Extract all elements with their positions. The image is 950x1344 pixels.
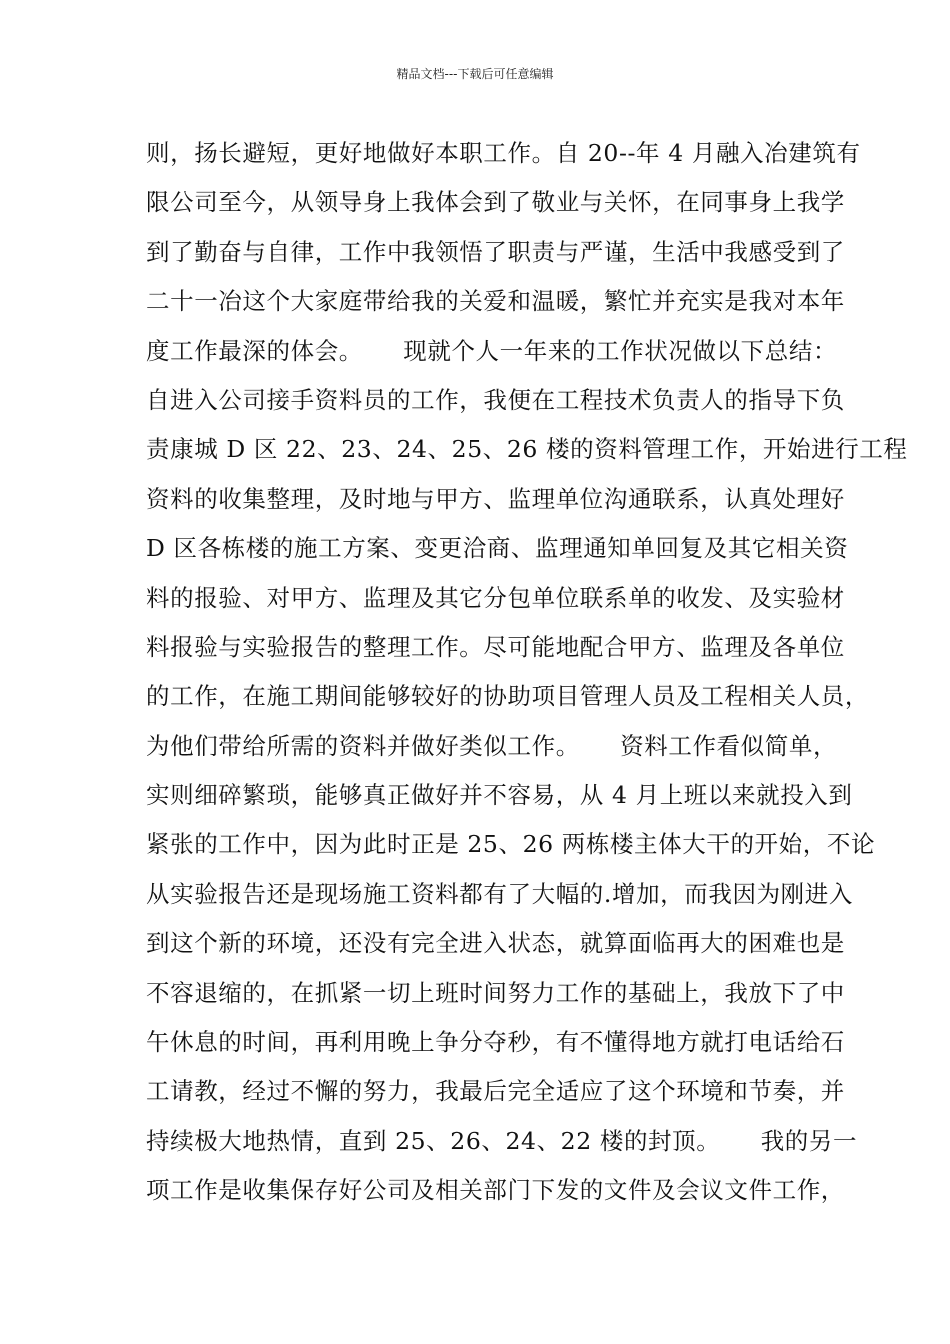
text-line: 到了勤奋与自律，工作中我领悟了职责与严谨，生活中我感受到了 [146, 237, 845, 266]
text-line: 责康城 D 区 22、23、24、25、26 楼的资料管理工作，开始进行工程 [146, 435, 908, 464]
text-line: 紧张的工作中，因为此时正是 25、26 两栋楼主体大干的开始，不论 [146, 830, 876, 859]
text-line: 资料的收集整理，及时地与甲方、监理单位沟通联系，认真处理好 [146, 484, 845, 513]
document-body [146, 133, 908, 1220]
text-line: D 区各栋楼的施工方案、变更洽商、监理通知单回复及其它相关资 [146, 534, 849, 563]
text-line: 午休息的时间，再利用晚上争分夺秒，有不懂得地方就打电话给石 [146, 1028, 845, 1057]
text-line: 持续极大地热情，直到 25、26、24、22 楼的封顶。 我的另一 [146, 1126, 858, 1155]
text-line: 为他们带给所需的资料并做好类似工作。 资料工作看似简单， [146, 731, 838, 760]
text-line: 二十一冶这个大家庭带给我的关爱和温暖，繁忙并充实是我对本年 [146, 287, 845, 316]
text-line: 料的报验、对甲方、监理及其它分包单位联系单的收发、及实验材 [146, 583, 845, 612]
text-line: 工请教，经过不懈的努力，我最后完全适应了这个环境和节奏，并 [146, 1077, 845, 1106]
text-line: 度工作最深的体会。 现就个人一年来的工作状况做以下总结： [146, 336, 838, 365]
page-header: 精品文档---下载后可任意编辑 [396, 67, 554, 81]
text-line: 实则细碎繁琐，能够真正做好并不容易，从 4 月上班以来就投入到 [146, 781, 853, 810]
text-line: 自进入公司接手资料员的工作，我便在工程技术负责人的指导下负 [146, 385, 845, 414]
text-line: 从实验报告还是现场施工资料都有了大幅的.增加，而我因为刚进入 [146, 879, 853, 908]
text-line: 到这个新的环境，还没有完全进入状态，就算面临再大的困难也是 [146, 929, 845, 958]
text-line: 的工作，在施工期间能够较好的协助项目管理人员及工程相关人员， [146, 682, 869, 711]
text-line: 料报验与实验报告的整理工作。尽可能地配合甲方、监理及各单位 [146, 632, 845, 661]
text-line: 项工作是收集保存好公司及相关部门下发的文件及会议文件工作， [146, 1176, 845, 1205]
text-line: 限公司至今，从领导身上我体会到了敬业与关怀，在同事身上我学 [146, 188, 845, 217]
text-line: 则，扬长避短，更好地做好本职工作。自 20--年 4 月融入冶建筑有 [146, 139, 861, 167]
text-line: 不容退缩的，在抓紧一切上班时间努力工作的基础上，我放下了中 [146, 978, 845, 1007]
